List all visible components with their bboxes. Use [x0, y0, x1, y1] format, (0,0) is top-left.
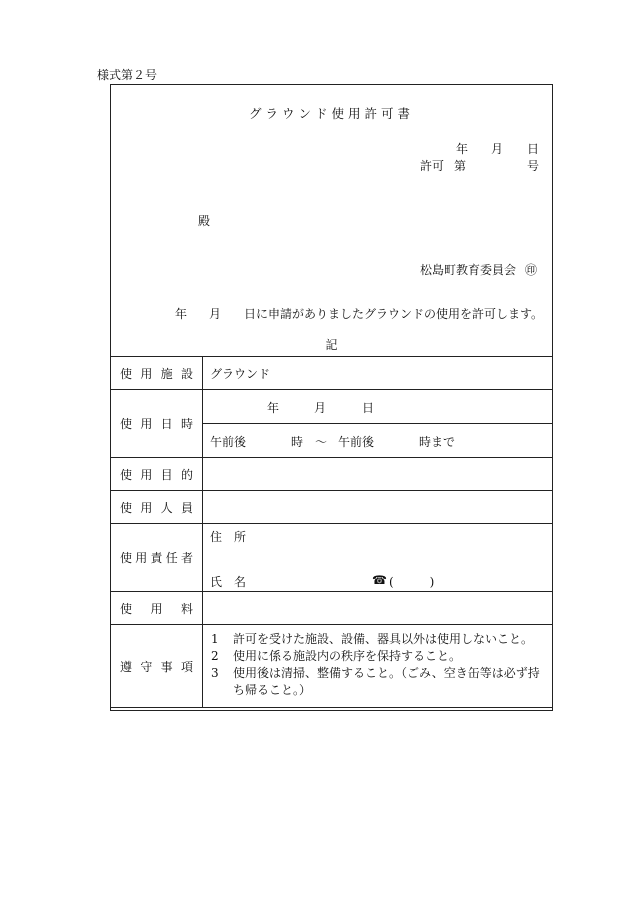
permit-details-table	[110, 356, 553, 708]
list-item	[211, 665, 544, 699]
usage-time-start-hour: 時	[291, 435, 304, 449]
purpose-label: 使用目的	[111, 458, 203, 491]
table-row-responsible	[111, 524, 553, 592]
datetime-label: 使用日時	[111, 390, 203, 458]
datetime-value	[203, 390, 553, 458]
seal-mark: ㊞	[525, 263, 538, 277]
usage-date-month: 月	[314, 401, 327, 415]
table-row-datetime	[111, 390, 553, 458]
responsible-fields	[203, 524, 552, 591]
usage-date-line	[203, 390, 552, 423]
rule-text: 許可を受けた施設、設備、器具以外は使用しないこと。	[233, 632, 534, 646]
issue-date-month: 月	[491, 142, 504, 156]
usage-time-end-hour: 時まで	[419, 435, 456, 449]
list-item	[211, 648, 544, 665]
people-value	[203, 491, 553, 524]
addressee-honorific: 殿	[198, 214, 211, 228]
table-row-facility	[111, 357, 553, 390]
purpose-value	[203, 458, 553, 491]
table-row-rules	[111, 625, 553, 708]
rule-number: 3	[211, 666, 219, 680]
phone-number-field: ( )	[389, 575, 435, 589]
usage-time-end-ampm: 午前後	[338, 435, 375, 449]
approval-statement: 日に申請がありましたグラウンドの使用を許可します。	[244, 307, 544, 321]
rule-number: 1	[211, 632, 219, 646]
usage-time-start-ampm: 午前後	[210, 435, 247, 449]
rules-label: 遵守事項	[111, 625, 203, 708]
rule-text: 使用後は清掃、整備すること。（ごみ、空き缶等は必ず持ち帰ること。）	[233, 666, 540, 697]
approval-month: 月	[209, 307, 222, 321]
phone-icon: ☎	[372, 573, 387, 587]
responsible-value	[203, 524, 553, 592]
permit-number-prefix: 第	[454, 159, 467, 173]
approval-year: 年	[175, 307, 188, 321]
name-label: 氏 名	[210, 575, 247, 589]
issue-date-year: 年	[456, 142, 469, 156]
rule-number: 2	[211, 649, 219, 663]
table-row-fee	[111, 592, 553, 625]
usage-time-separator: ～	[315, 435, 328, 449]
address-label: 住 所	[210, 530, 247, 544]
issuer-name: 松島町教育委員会	[420, 263, 517, 277]
table-row-purpose	[111, 458, 553, 491]
people-label: 使用人員	[111, 491, 203, 524]
usage-date-day: 日	[362, 401, 375, 415]
facility-value: グラウンド	[203, 357, 553, 390]
form-number-label: 様式第２号	[97, 68, 158, 82]
table-row-people	[111, 491, 553, 524]
responsible-label: 使用責任者	[111, 524, 203, 592]
rules-list	[203, 625, 553, 708]
permit-label: 許可	[420, 159, 445, 173]
usage-date-year: 年	[267, 401, 280, 415]
rule-text: 使用に係る施設内の秩序を保持すること。	[233, 649, 462, 663]
list-item	[211, 631, 544, 648]
permit-number-suffix: 号	[527, 159, 540, 173]
permit-form	[110, 84, 553, 711]
usage-time-line	[203, 423, 552, 457]
fee-label: 使用料	[111, 592, 203, 625]
issue-date-day: 日	[527, 142, 540, 156]
fee-value	[203, 592, 553, 625]
facility-label: 使用施設	[111, 357, 203, 390]
record-heading: 記	[325, 338, 338, 352]
document-title: グラウンド使用許可書	[248, 106, 414, 121]
